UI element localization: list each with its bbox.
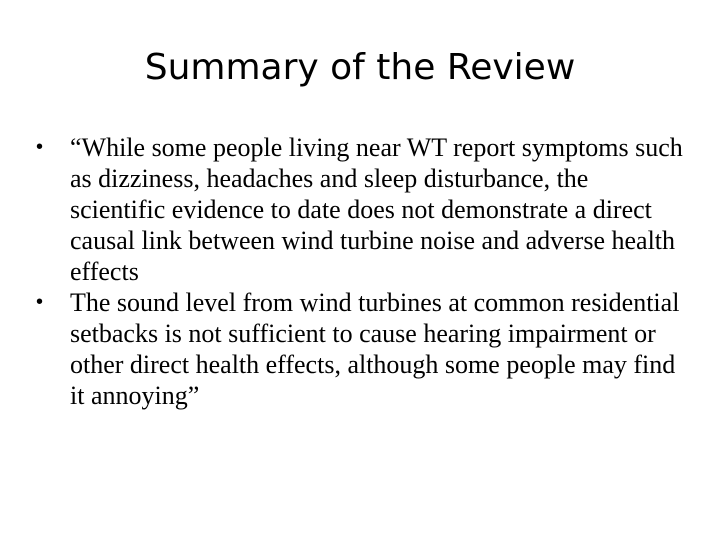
bullet-item	[36, 287, 686, 411]
bullet-marker-icon: •	[36, 291, 44, 313]
bullet-list	[36, 132, 686, 411]
bullet-text: “While some people living near WT report symptoms such as dizziness, headaches and sleep disturbance, the scientific evidence to date does not demonstrate a direct causal link between wind turbine noise and adverse health effects	[70, 133, 683, 286]
bullet-marker-icon: •	[36, 136, 44, 158]
bullet-item	[36, 132, 686, 287]
slide-title: Summary of the Review	[144, 47, 576, 88]
bullet-text: The sound level from wind turbines at common residential setbacks is not sufficient to cause hearing impairment or other direct health effects, although some people may find it annoying”	[70, 288, 680, 410]
